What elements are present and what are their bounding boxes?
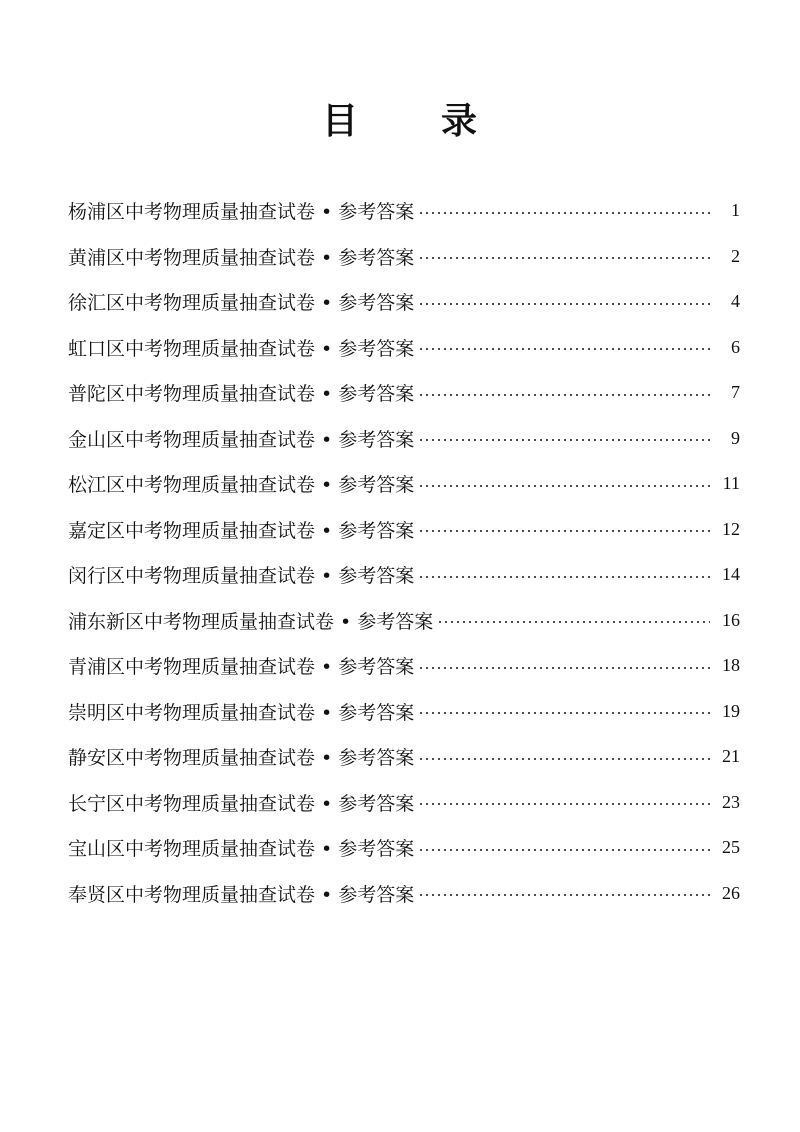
title-char-2: 录 [441,101,479,142]
toc-entry[interactable] [68,461,740,507]
toc-entry[interactable] [68,825,740,871]
dot-leader [418,849,710,851]
toc-entry-page-number: 9 [731,427,740,448]
toc-entry-page-number: 14 [722,564,740,585]
toc-entry-title: 宝山区中考物理质量抽查试卷 • 参考答案 [68,838,415,861]
dot-leader [437,621,710,623]
toc-entry[interactable] [68,871,740,917]
dot-leader [418,712,710,714]
title-char-1: 目 [321,101,359,142]
dot-leader [418,803,710,805]
toc-entry-title: 杨浦区中考物理质量抽查试卷 • 参考答案 [68,201,415,224]
toc-entry-page-number: 21 [722,746,740,767]
toc-entry-title: 静安区中考物理质量抽查试卷 • 参考答案 [68,747,415,770]
dot-leader [418,348,710,350]
toc-entry-title: 闵行区中考物理质量抽查试卷 • 参考答案 [68,565,415,588]
toc-entry[interactable] [68,188,740,234]
toc-entry-page-number: 23 [722,791,740,812]
toc-entry[interactable] [68,643,740,689]
toc-entry-page-number: 16 [722,609,740,630]
dot-leader [418,758,710,760]
toc-entry-page-number: 2 [731,245,740,266]
toc-entry-title: 虹口区中考物理质量抽查试卷 • 参考答案 [68,337,415,360]
toc-entry[interactable] [68,780,740,826]
toc-entry[interactable] [68,552,740,598]
toc-entry-page-number: 11 [722,473,740,494]
toc-entry-title: 青浦区中考物理质量抽查试卷 • 参考答案 [68,656,415,679]
toc-entry-title: 浦东新区中考物理质量抽查试卷 • 参考答案 [68,610,434,633]
toc-entry-page-number: 18 [722,655,740,676]
toc-entry-title: 松江区中考物理质量抽查试卷 • 参考答案 [68,474,415,497]
toc-entry[interactable] [68,234,740,280]
dot-leader [418,257,710,259]
table-of-contents [68,188,740,916]
dot-leader [418,576,710,578]
toc-entry-page-number: 26 [722,882,740,903]
toc-entry[interactable] [68,598,740,644]
toc-entry-title: 黄浦区中考物理质量抽查试卷 • 参考答案 [68,246,415,269]
toc-entry-title: 徐汇区中考物理质量抽查试卷 • 参考答案 [68,292,415,315]
toc-entry-page-number: 25 [722,837,740,858]
dot-leader [418,212,710,214]
toc-entry[interactable] [68,507,740,553]
toc-entry[interactable] [68,416,740,462]
dot-leader [418,394,710,396]
toc-entry-title: 奉贤区中考物理质量抽查试卷 • 参考答案 [68,883,415,906]
dot-leader [418,667,710,669]
toc-entry[interactable] [68,689,740,735]
toc-entry-page-number: 6 [731,336,740,357]
dot-leader [418,439,710,441]
dot-leader [418,894,710,896]
toc-entry-title: 金山区中考物理质量抽查试卷 • 参考答案 [68,428,415,451]
toc-entry-title: 长宁区中考物理质量抽查试卷 • 参考答案 [68,792,415,815]
toc-entry[interactable] [68,279,740,325]
dot-leader [418,485,710,487]
toc-entry[interactable] [68,734,740,780]
toc-entry[interactable] [68,370,740,416]
toc-entry-title: 崇明区中考物理质量抽查试卷 • 参考答案 [68,701,415,724]
toc-entry-page-number: 7 [731,382,740,403]
toc-entry-page-number: 19 [722,700,740,721]
toc-entry-page-number: 1 [731,200,740,221]
page-title [0,92,800,152]
dot-leader [418,303,710,305]
toc-entry-title: 普陀区中考物理质量抽查试卷 • 参考答案 [68,383,415,406]
dot-leader [418,530,710,532]
toc-entry-title: 嘉定区中考物理质量抽查试卷 • 参考答案 [68,519,415,542]
toc-entry-page-number: 4 [731,291,740,312]
toc-entry[interactable] [68,325,740,371]
toc-entry-page-number: 12 [722,518,740,539]
